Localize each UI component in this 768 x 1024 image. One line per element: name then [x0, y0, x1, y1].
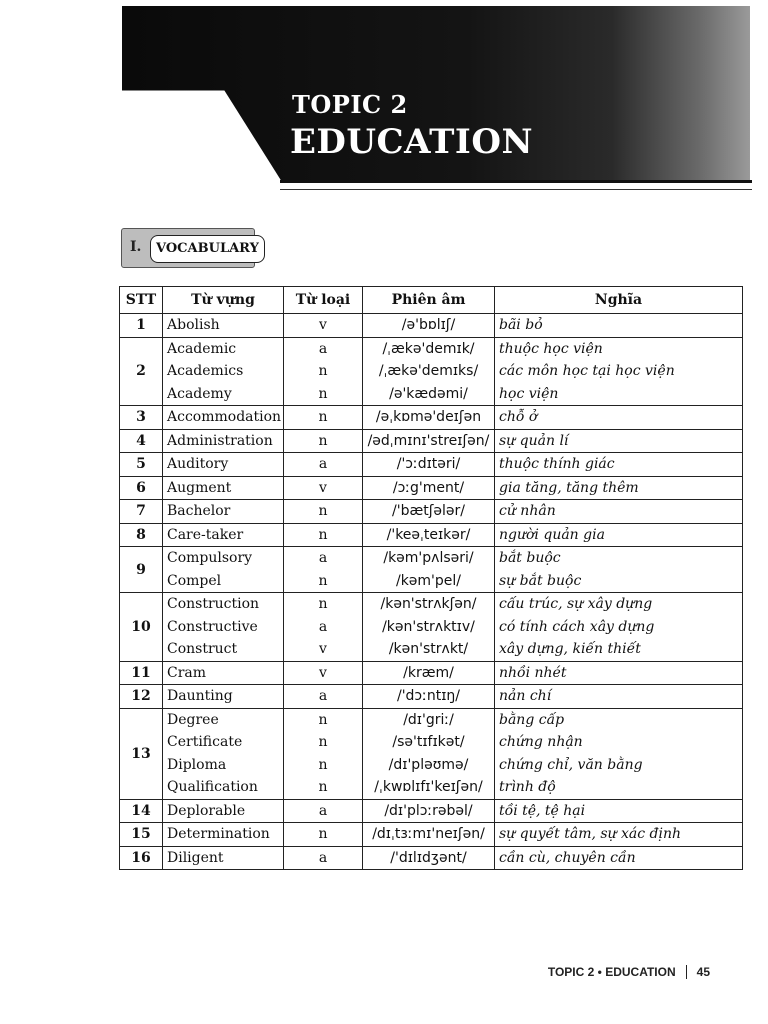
meaning-cell — [495, 685, 743, 709]
meaning-cell — [495, 476, 743, 500]
vocab-word: Construct — [167, 641, 238, 657]
part-of-speech-cell — [284, 406, 363, 430]
meaning-cell — [495, 799, 743, 823]
meaning-cell — [495, 823, 743, 847]
phonetic: /dɪ'plɔːrəbəl/ — [384, 802, 473, 819]
phonetic: /ˌækə'demɪks/ — [378, 363, 479, 379]
row-number: 3 — [120, 406, 163, 430]
phonetic-cell — [363, 314, 495, 338]
part-of-speech: n — [318, 779, 328, 795]
meaning-cell — [495, 547, 743, 593]
meaning: bằng cấp — [499, 711, 565, 728]
meaning: sự quyết tâm, sự xác định — [499, 826, 682, 842]
vocab-word: Constructive — [167, 618, 258, 635]
row-number: 5 — [120, 453, 163, 477]
page-footer — [548, 965, 710, 979]
vocab-word: Academic — [167, 340, 237, 357]
phonetic: /ə'bɒlɪʃ/ — [401, 317, 456, 333]
vocab-word: Abolish — [167, 317, 220, 333]
phonetic-cell — [363, 429, 495, 453]
meaning: chứng chỉ, văn bằng — [499, 756, 643, 773]
row-number: 7 — [120, 500, 163, 524]
part-of-speech: a — [318, 340, 328, 357]
table-row — [120, 337, 743, 406]
vocab-word: Bachelor — [167, 503, 231, 519]
table-row — [120, 523, 743, 547]
meaning: có tính cách xây dựng — [499, 618, 655, 635]
part-of-speech: v — [319, 317, 327, 333]
part-of-speech: n — [318, 503, 328, 519]
table-row — [120, 476, 743, 500]
row-number: 12 — [120, 685, 163, 709]
vocab-word: Diploma — [167, 756, 227, 773]
column-header-ipa: Phiên âm — [363, 287, 495, 314]
phonetic: /ə'kædəmi/ — [389, 385, 468, 402]
phonetic: /'dɔːntɪŋ/ — [396, 688, 460, 704]
vocab-word: Diligent — [167, 849, 224, 866]
table-body — [120, 314, 743, 870]
meaning: chỗ ở — [499, 409, 538, 425]
row-number: 11 — [120, 661, 163, 685]
vocab-word-cell — [163, 500, 284, 524]
table-row — [120, 685, 743, 709]
phonetic-cell — [363, 685, 495, 709]
table-row — [120, 661, 743, 685]
meaning-cell — [495, 453, 743, 477]
part-of-speech-cell — [284, 476, 363, 500]
meaning-cell — [495, 661, 743, 685]
phonetic: /'keəˌteɪkər/ — [386, 526, 471, 543]
row-number: 1 — [120, 314, 163, 338]
meaning-cell — [495, 337, 743, 406]
meaning: các môn học tại học viện — [499, 363, 675, 379]
column-header-meaning: Nghĩa — [495, 287, 743, 314]
vocab-word-cell — [163, 453, 284, 477]
table-header-row — [120, 287, 743, 314]
phonetic-cell — [363, 406, 495, 430]
part-of-speech-cell — [284, 314, 363, 338]
vocab-word: Deplorable — [167, 802, 246, 819]
vocab-word: Degree — [167, 711, 219, 728]
phonetic: /ɔːg'ment/ — [392, 479, 465, 496]
vocab-word-cell — [163, 661, 284, 685]
table-row — [120, 823, 743, 847]
vocab-word-cell — [163, 708, 284, 799]
vocab-word-cell — [163, 429, 284, 453]
row-number: 15 — [120, 823, 163, 847]
part-of-speech-cell — [284, 429, 363, 453]
topic-number: TOPIC 2 — [292, 90, 408, 119]
row-number: 6 — [120, 476, 163, 500]
meaning-cell — [495, 708, 743, 799]
vocab-word-cell — [163, 406, 284, 430]
row-number: 16 — [120, 846, 163, 870]
meaning: xây dựng, kiến thiết — [499, 641, 641, 657]
vocab-word: Care-taker — [167, 526, 244, 543]
part-of-speech-cell — [284, 500, 363, 524]
part-of-speech-cell — [284, 685, 363, 709]
phonetic: /dɪˌtɜːmɪ'neɪʃən/ — [372, 826, 485, 842]
meaning: sự bắt buộc — [499, 572, 582, 589]
phonetic: /kən'strʌkʃən/ — [380, 596, 477, 612]
running-title: TOPIC 2 • EDUCATION — [547, 965, 676, 979]
table-row — [120, 500, 743, 524]
vocab-word-cell — [163, 523, 284, 547]
phonetic: /kən'strʌkt/ — [388, 641, 469, 657]
table-row — [120, 846, 743, 870]
meaning: tồi tệ, tệ hại — [499, 802, 586, 819]
vocab-word: Auditory — [167, 456, 229, 472]
vocab-word: Academy — [167, 385, 232, 402]
vocab-word-cell — [163, 846, 284, 870]
vocab-word: Qualification — [167, 779, 258, 795]
phonetic-cell — [363, 846, 495, 870]
footer-divider — [686, 965, 687, 979]
part-of-speech-cell — [284, 799, 363, 823]
phonetic: /kən'strʌktɪv/ — [382, 618, 475, 635]
column-header-word: Từ vựng — [163, 287, 284, 314]
vocab-word-cell — [163, 685, 284, 709]
meaning-cell — [495, 846, 743, 870]
meaning: bắt buộc — [499, 550, 561, 566]
meaning: thuộc học viện — [499, 340, 603, 357]
row-number: 14 — [120, 799, 163, 823]
part-of-speech-cell — [284, 823, 363, 847]
meaning: cấu trúc, sự xây dựng — [499, 596, 653, 612]
meaning: người quản gia — [499, 526, 605, 543]
part-of-speech-cell — [284, 708, 363, 799]
meaning-cell — [495, 314, 743, 338]
phonetic-cell — [363, 547, 495, 593]
meaning-cell — [495, 406, 743, 430]
phonetic: /'bætʃələr/ — [392, 503, 465, 519]
row-number: 10 — [120, 593, 163, 662]
meaning-cell — [495, 593, 743, 662]
vocab-word: Compulsory — [167, 550, 253, 566]
phonetic: /dɪ'pləʊmə/ — [388, 756, 469, 773]
meaning-cell — [495, 500, 743, 524]
header-rule — [280, 180, 752, 190]
row-number: 8 — [120, 523, 163, 547]
phonetic-cell — [363, 453, 495, 477]
vocab-word: Daunting — [167, 688, 233, 704]
phonetic-cell — [363, 337, 495, 406]
column-header-pos: Từ loại — [284, 287, 363, 314]
phonetic: /ˌkwɒlɪfɪ'keɪʃən/ — [374, 779, 483, 795]
meaning: nản chí — [499, 688, 552, 704]
vocab-word-cell — [163, 547, 284, 593]
table-row — [120, 593, 743, 662]
table-row — [120, 429, 743, 453]
part-of-speech: v — [319, 479, 327, 496]
phonetic-cell — [363, 523, 495, 547]
vocab-word: Augment — [167, 479, 232, 496]
phonetic: /'dɪlɪdʒənt/ — [390, 849, 467, 866]
phonetic: /dɪ'griː/ — [403, 711, 454, 728]
part-of-speech-cell — [284, 547, 363, 593]
vocab-word-cell — [163, 337, 284, 406]
part-of-speech: n — [318, 526, 328, 543]
phonetic: /kəm'pel/ — [395, 572, 462, 589]
phonetic: /kræm/ — [403, 664, 454, 681]
vocab-word: Construction — [167, 596, 260, 612]
phonetic-cell — [363, 823, 495, 847]
part-of-speech: a — [318, 688, 328, 704]
phonetic: /ədˌmɪnɪ'streɪʃən/ — [367, 432, 490, 449]
phonetic: /əˌkɒmə'deɪʃən — [375, 409, 482, 425]
row-number: 2 — [120, 337, 163, 406]
part-of-speech-cell — [284, 453, 363, 477]
part-of-speech: n — [318, 756, 328, 773]
part-of-speech: n — [318, 711, 328, 728]
part-of-speech: a — [318, 618, 328, 635]
meaning-cell — [495, 523, 743, 547]
vocab-word-cell — [163, 593, 284, 662]
phonetic: /ˌækə'demɪk/ — [382, 340, 475, 357]
meaning: trình độ — [499, 779, 556, 795]
vocab-word: Certificate — [167, 734, 243, 750]
vocab-word-cell — [163, 799, 284, 823]
phonetic: /kəm'pʌlsəri/ — [383, 550, 474, 566]
meaning: gia tăng, tăng thêm — [499, 479, 639, 496]
part-of-speech: n — [318, 734, 328, 750]
table-row — [120, 453, 743, 477]
meaning: cần cù, chuyên cần — [499, 849, 636, 866]
phonetic-cell — [363, 708, 495, 799]
vocab-word: Academics — [167, 363, 244, 379]
part-of-speech: n — [318, 385, 328, 402]
part-of-speech: a — [318, 802, 328, 819]
phonetic-cell — [363, 593, 495, 662]
meaning: sự quản lí — [499, 432, 569, 449]
column-header-stt: STT — [120, 287, 163, 314]
part-of-speech-cell — [284, 337, 363, 406]
part-of-speech: n — [318, 432, 328, 449]
row-number: 9 — [120, 547, 163, 593]
part-of-speech-cell — [284, 593, 363, 662]
vocab-word: Compel — [167, 572, 222, 589]
table-row — [120, 406, 743, 430]
table-row — [120, 314, 743, 338]
phonetic-cell — [363, 799, 495, 823]
page-number: 45 — [696, 965, 710, 979]
vocab-word: Determination — [167, 826, 270, 842]
meaning: chứng nhận — [499, 734, 583, 750]
vocab-word-cell — [163, 314, 284, 338]
part-of-speech-cell — [284, 661, 363, 685]
part-of-speech-cell — [284, 846, 363, 870]
section-number: I. — [130, 239, 142, 255]
meaning-cell — [495, 429, 743, 453]
meaning: học viện — [499, 385, 559, 402]
part-of-speech: n — [318, 572, 328, 589]
phonetic-cell — [363, 500, 495, 524]
phonetic-cell — [363, 661, 495, 685]
part-of-speech: n — [318, 826, 328, 842]
topic-title: EDUCATION — [290, 122, 534, 162]
row-number: 13 — [120, 708, 163, 799]
vocab-word: Cram — [167, 664, 207, 681]
table-row — [120, 708, 743, 799]
meaning: bãi bỏ — [499, 317, 543, 333]
meaning: thuộc thính giác — [499, 456, 615, 472]
vocab-word-cell — [163, 476, 284, 500]
section-label: VOCABULARY — [150, 235, 265, 263]
part-of-speech: n — [318, 596, 328, 612]
vocab-word-cell — [163, 823, 284, 847]
row-number: 4 — [120, 429, 163, 453]
meaning: cử nhân — [499, 503, 556, 519]
part-of-speech: v — [319, 664, 327, 681]
meaning: nhồi nhét — [499, 664, 567, 681]
table-row — [120, 799, 743, 823]
part-of-speech: n — [318, 409, 328, 425]
phonetic: /sə'tɪfɪkət/ — [392, 734, 465, 750]
vocabulary-table — [119, 286, 743, 870]
part-of-speech-cell — [284, 523, 363, 547]
part-of-speech: a — [318, 550, 328, 566]
part-of-speech: v — [319, 641, 327, 657]
vocab-word: Administration — [167, 432, 273, 449]
phonetic: /'ɔːdɪtəri/ — [396, 456, 461, 472]
part-of-speech: a — [318, 849, 328, 866]
part-of-speech: n — [318, 363, 328, 379]
vocab-word: Accommodation — [167, 409, 282, 425]
table-row — [120, 547, 743, 593]
phonetic-cell — [363, 476, 495, 500]
part-of-speech: a — [318, 456, 328, 472]
section-heading — [121, 228, 259, 268]
